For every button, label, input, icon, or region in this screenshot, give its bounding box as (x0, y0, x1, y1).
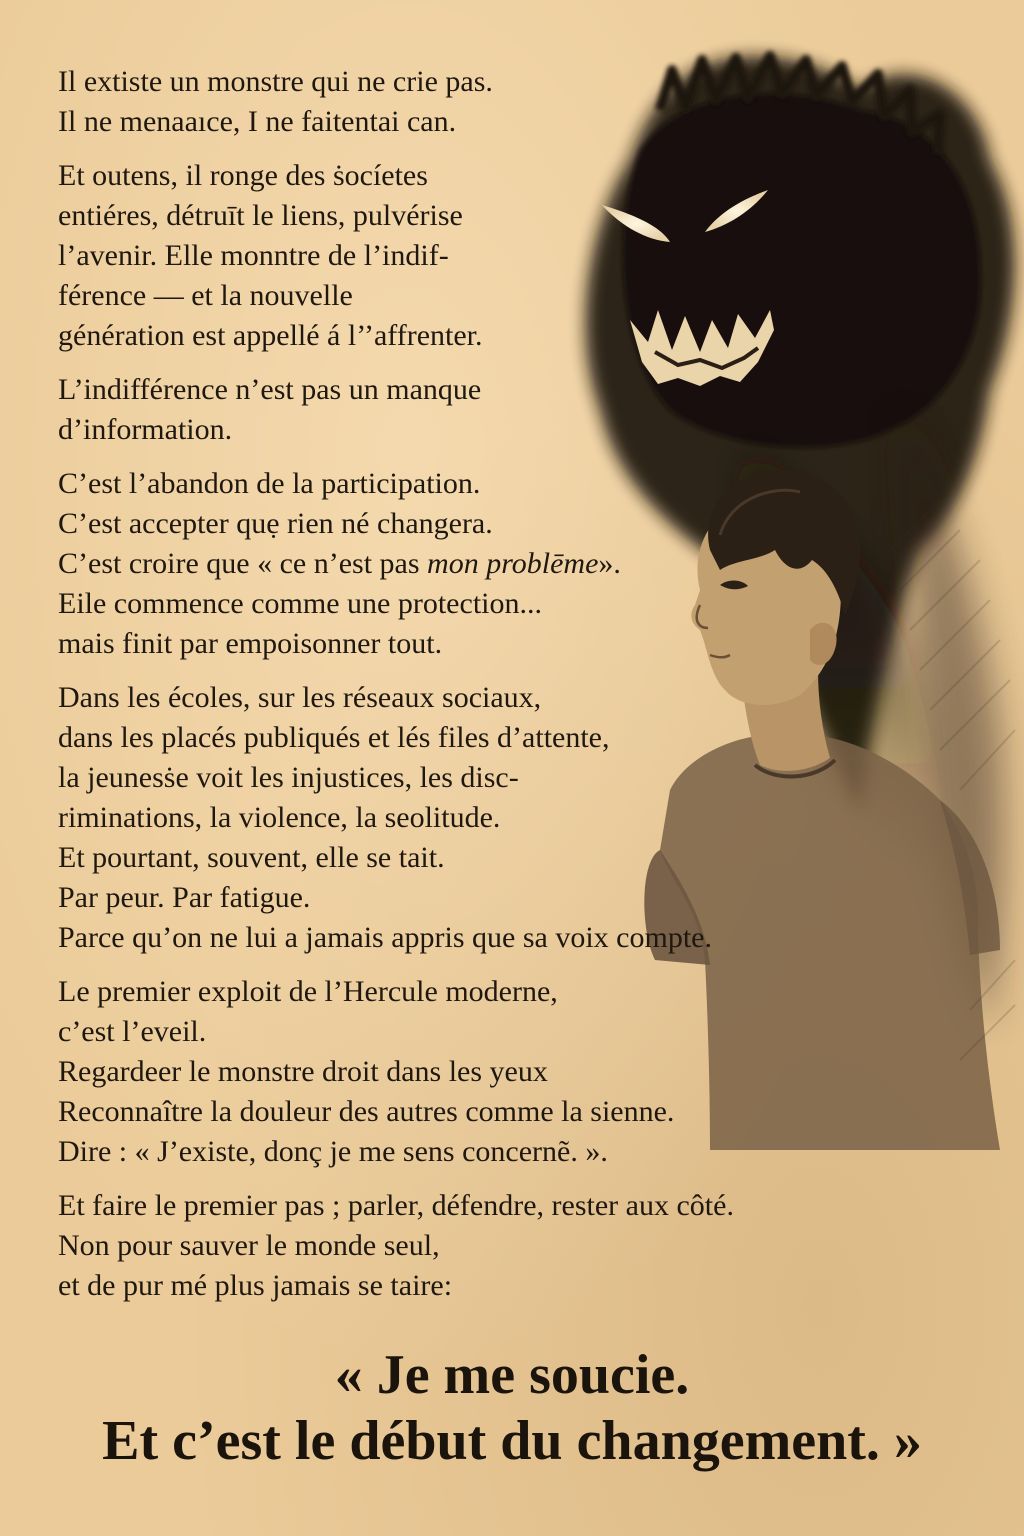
stanza-3 (58, 370, 818, 450)
poem-line: Parce qu’on ne lui a jamais appris que sa voix compte. (58, 921, 712, 954)
poem-line: Non pour sauver le monde seul, (58, 1229, 440, 1262)
poem-line: mais finit par empoisonner tout. (58, 627, 443, 660)
stanza-4 (58, 464, 818, 664)
poem-line: Dire : « J’existe, donç je me sens concernẽ. ». (58, 1135, 608, 1168)
poem-line: Et faire le premier pas ; parler, défendre, rester aux côté. (58, 1189, 734, 1222)
closing-quote (0, 1342, 1024, 1474)
poem-line: Reconnaître la douleur des autres comme la sienne. (58, 1095, 675, 1128)
poem-line: c’est l’eveil. (58, 1015, 207, 1048)
poem-line: la jeunesṡe voit les injustices, les disc- (58, 761, 519, 794)
poem-line: dans les placés publiqués et lés files d’attente, (58, 721, 610, 754)
poem-line: Il extiste un monstre qui ne crie pas. (58, 65, 493, 98)
poem-line: Regardeer le monstre droit dans les yeux (58, 1055, 548, 1088)
poem-line: entiéres, détruīt le liens, pulvérise (58, 199, 463, 232)
poem-line: Dans les écoles, sur les réseaux sociaux, (58, 681, 542, 714)
poem-line: C’est l’abandon de la participation. (58, 467, 481, 500)
poem-line: Le premier exploit de l’Hercule moderne, (58, 975, 558, 1008)
poem-line: Par peur. Par fatigue. (58, 881, 311, 914)
poem-line: l’avenir. Elle monntre de l’indif- (58, 239, 449, 272)
poem-line: Eile commence comme une protection... (58, 587, 542, 620)
poem-text (58, 62, 818, 1320)
poem-line: L’indifférence n’est pas un manque (58, 373, 482, 406)
stanza-7 (58, 1186, 818, 1306)
poem-line: C’est accepter quẹ rien né changera. (58, 507, 493, 540)
poem-line: et de pur mé plus jamais se taire: (58, 1269, 453, 1302)
closing-line-2: Et c’est le début du changement. » (102, 1410, 922, 1472)
poem-line: d’information. (58, 413, 233, 446)
stanza-2 (58, 156, 818, 356)
poem-line-start: C’est croire que « ce n’est pas (58, 547, 428, 580)
poem-line-end: ». (598, 547, 621, 580)
poem-line-mixed (58, 544, 818, 584)
poem-line: Il ne menaaıce, I ne faitentai can. (58, 105, 457, 138)
poem-line-italic: mon problēme (427, 547, 599, 580)
poem-line: Et outens, il ronge des ṡocíetes (58, 159, 428, 192)
poem-line: férence — et la nouvelle (58, 279, 353, 312)
poem-line: riminations, la violence, la seolitude. (58, 801, 501, 834)
stanza-5 (58, 678, 818, 958)
closing-line-1: « Je me soucie. (334, 1344, 690, 1406)
stanza-6 (58, 972, 818, 1172)
stanza-1 (58, 62, 818, 142)
poem-line: génération est appellé á l’’affrenter. (58, 319, 483, 352)
poem-line: Et pourtant, souvent, elle se tait. (58, 841, 445, 874)
